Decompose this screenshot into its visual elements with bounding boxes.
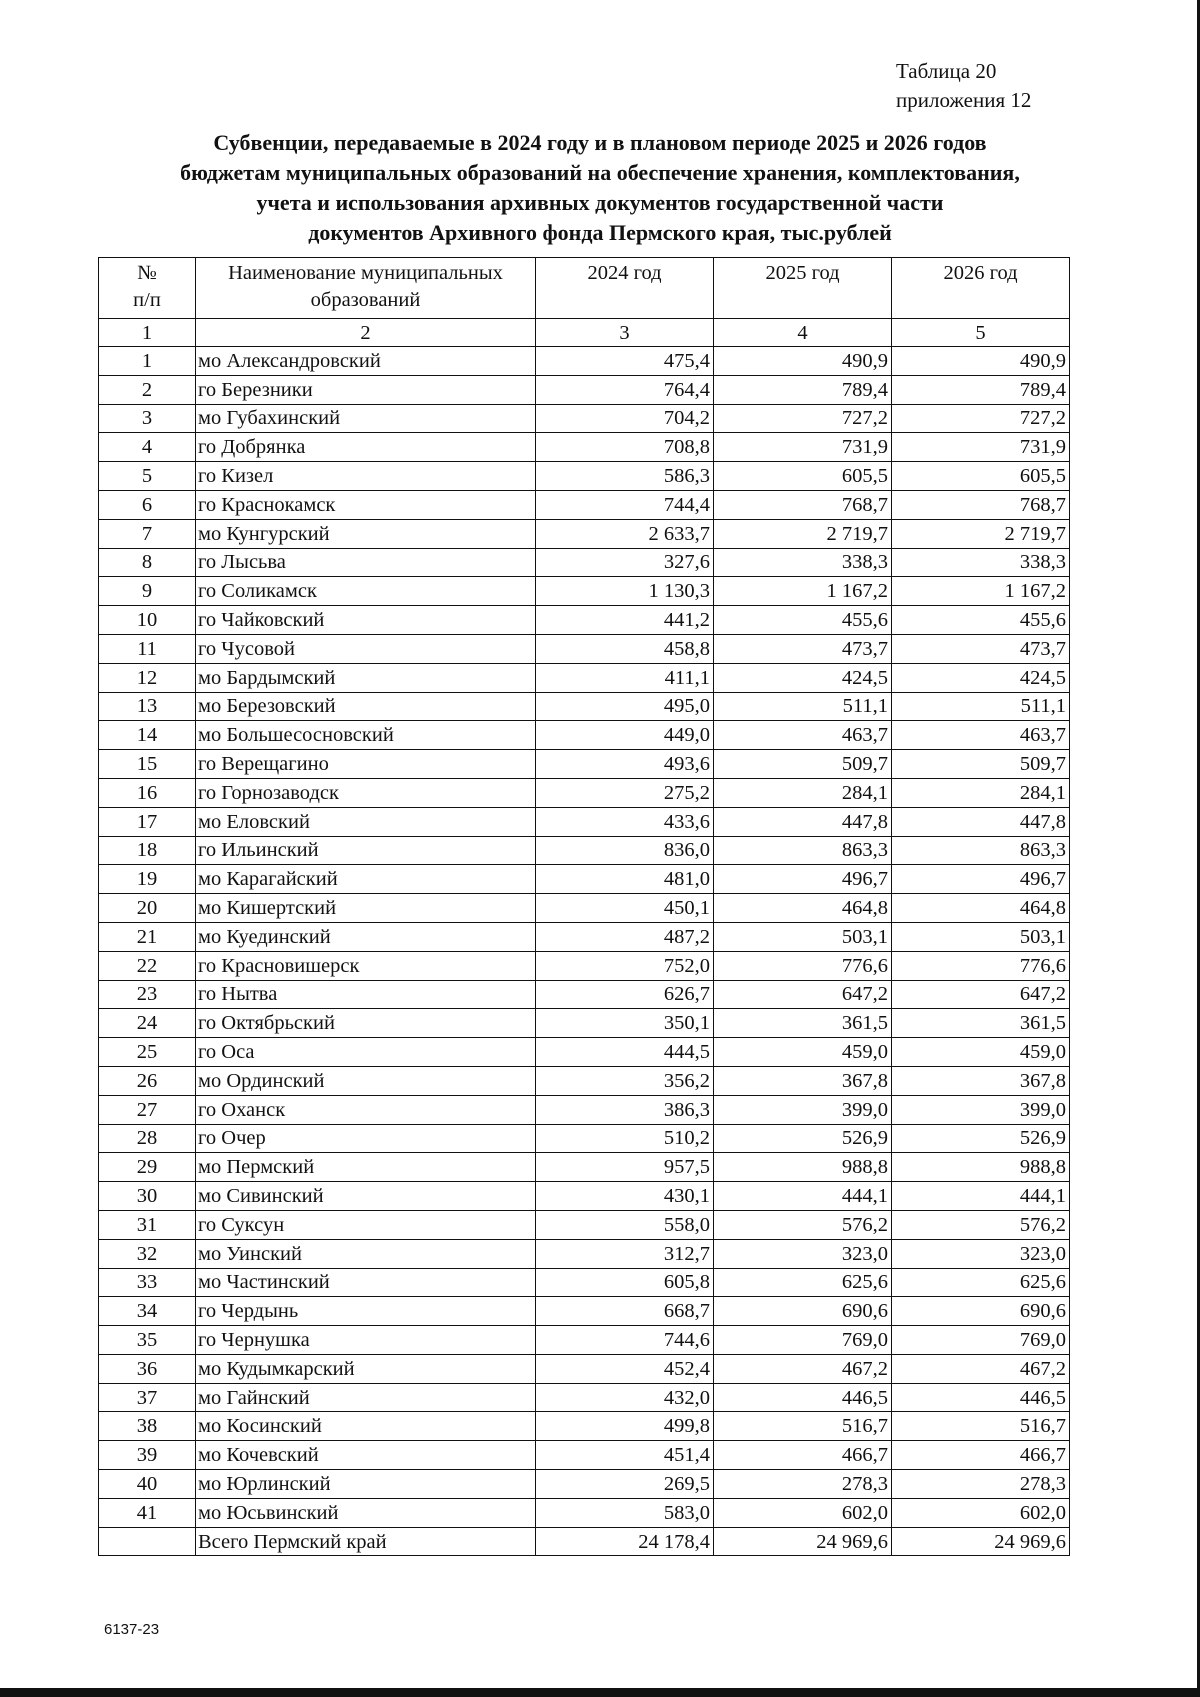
row-number: 4 <box>99 433 196 462</box>
value-2026: 444,1 <box>892 1182 1070 1211</box>
row-number: 14 <box>99 721 196 750</box>
table-row <box>99 865 1070 894</box>
row-number: 8 <box>99 548 196 577</box>
table-row <box>99 1124 1070 1153</box>
row-number: 30 <box>99 1182 196 1211</box>
value-2025: 509,7 <box>714 750 892 779</box>
row-number: 40 <box>99 1470 196 1499</box>
value-2026: 467,2 <box>892 1354 1070 1383</box>
municipality-name: мо Пермский <box>196 1153 536 1182</box>
value-2025: 361,5 <box>714 1009 892 1038</box>
value-2024: 386,3 <box>536 1095 714 1124</box>
municipality-name: го Очер <box>196 1124 536 1153</box>
value-2026: 511,1 <box>892 692 1070 721</box>
table-row <box>99 1066 1070 1095</box>
table-row <box>99 1498 1070 1527</box>
value-2025: 455,6 <box>714 606 892 635</box>
table-row <box>99 1412 1070 1441</box>
municipality-name: го Соликамск <box>196 577 536 606</box>
header-number <box>99 258 196 319</box>
table-row <box>99 1210 1070 1239</box>
value-2026: 447,8 <box>892 807 1070 836</box>
value-2025: 444,1 <box>714 1182 892 1211</box>
document-code: 6137-23 <box>104 1621 160 1638</box>
table-row <box>99 1153 1070 1182</box>
value-2025: 467,2 <box>714 1354 892 1383</box>
row-number: 13 <box>99 692 196 721</box>
table-number: Таблица 20 <box>896 59 997 83</box>
column-number: 2 <box>196 319 536 347</box>
row-number: 20 <box>99 894 196 923</box>
row-number: 36 <box>99 1354 196 1383</box>
value-2024: 836,0 <box>536 836 714 865</box>
value-2025: 473,7 <box>714 634 892 663</box>
value-2024: 668,7 <box>536 1297 714 1326</box>
value-2024: 475,4 <box>536 347 714 376</box>
value-2025: 526,9 <box>714 1124 892 1153</box>
table-row <box>99 922 1070 951</box>
table-row <box>99 490 1070 519</box>
municipality-name: го Чердынь <box>196 1297 536 1326</box>
table-row <box>99 1095 1070 1124</box>
value-2026: 1 167,2 <box>892 577 1070 606</box>
municipality-name: го Верещагино <box>196 750 536 779</box>
value-2024: 411,1 <box>536 663 714 692</box>
value-2026: 509,7 <box>892 750 1070 779</box>
value-2025: 647,2 <box>714 980 892 1009</box>
table-row <box>99 462 1070 491</box>
value-2025: 863,3 <box>714 836 892 865</box>
value-2025: 731,9 <box>714 433 892 462</box>
municipality-name: го Добрянка <box>196 433 536 462</box>
value-2026: 367,8 <box>892 1066 1070 1095</box>
value-2024: 499,8 <box>536 1412 714 1441</box>
value-2025: 459,0 <box>714 1038 892 1067</box>
header-2026: 2026 год <box>892 258 1070 319</box>
table-row <box>99 1441 1070 1470</box>
value-2026: 625,6 <box>892 1268 1070 1297</box>
value-2024: 605,8 <box>536 1268 714 1297</box>
row-number: 33 <box>99 1268 196 1297</box>
value-2026: 323,0 <box>892 1239 1070 1268</box>
row-number: 18 <box>99 836 196 865</box>
value-2025: 789,4 <box>714 375 892 404</box>
title-line: бюджетам муниципальных образований на обеспечение хранения, комплектования, <box>180 160 1020 185</box>
value-2026: 503,1 <box>892 922 1070 951</box>
row-number: 17 <box>99 807 196 836</box>
value-2025: 511,1 <box>714 692 892 721</box>
row-number: 1 <box>99 347 196 376</box>
value-2026: 496,7 <box>892 865 1070 894</box>
municipality-name: го Октябрьский <box>196 1009 536 1038</box>
row-number: 11 <box>99 634 196 663</box>
value-2025: 284,1 <box>714 778 892 807</box>
row-number: 28 <box>99 1124 196 1153</box>
table-header-row <box>99 258 1070 319</box>
row-number: 24 <box>99 1009 196 1038</box>
table-row <box>99 433 1070 462</box>
title-line: Субвенции, передаваемые в 2024 году и в плановом периоде 2025 и 2026 годов <box>213 130 987 155</box>
table-row <box>99 404 1070 433</box>
value-2026: 2 719,7 <box>892 519 1070 548</box>
value-2024: 583,0 <box>536 1498 714 1527</box>
value-2026: 490,9 <box>892 347 1070 376</box>
value-2025: 602,0 <box>714 1498 892 1527</box>
value-2026: 424,5 <box>892 663 1070 692</box>
value-2025: 447,8 <box>714 807 892 836</box>
header-2025: 2025 год <box>714 258 892 319</box>
value-2024: 487,2 <box>536 922 714 951</box>
row-number: 16 <box>99 778 196 807</box>
value-2024: 586,3 <box>536 462 714 491</box>
column-number-row <box>99 319 1070 347</box>
table-row <box>99 1239 1070 1268</box>
table-row <box>99 894 1070 923</box>
scan-edge-bottom <box>0 1688 1200 1697</box>
value-2025: 446,5 <box>714 1383 892 1412</box>
value-2026: 455,6 <box>892 606 1070 635</box>
table-row <box>99 347 1070 376</box>
municipality-name: мо Карагайский <box>196 865 536 894</box>
table-row <box>99 375 1070 404</box>
value-2024: 275,2 <box>536 778 714 807</box>
table-reference <box>896 57 1031 115</box>
column-number: 1 <box>99 319 196 347</box>
municipality-name: мо Куединский <box>196 922 536 951</box>
table-row <box>99 1182 1070 1211</box>
municipality-name: мо Кишертский <box>196 894 536 923</box>
value-2025: 496,7 <box>714 865 892 894</box>
municipality-name: мо Юрлинский <box>196 1470 536 1499</box>
table-row <box>99 577 1070 606</box>
value-2024: 450,1 <box>536 894 714 923</box>
document-title <box>90 128 1110 248</box>
value-2024: 744,4 <box>536 490 714 519</box>
value-2025: 24 969,6 <box>714 1527 892 1556</box>
table-row <box>99 1297 1070 1326</box>
value-2026: 516,7 <box>892 1412 1070 1441</box>
municipality-name: мо Кочевский <box>196 1441 536 1470</box>
value-2024: 481,0 <box>536 865 714 894</box>
value-2024: 430,1 <box>536 1182 714 1211</box>
municipality-name: го Чернушка <box>196 1326 536 1355</box>
header-name-line: образований <box>310 289 421 311</box>
municipality-name: мо Юсьвинский <box>196 1498 536 1527</box>
value-2026: 466,7 <box>892 1441 1070 1470</box>
subventions-table <box>98 257 1070 1556</box>
value-2024: 493,6 <box>536 750 714 779</box>
value-2024: 495,0 <box>536 692 714 721</box>
value-2026: 731,9 <box>892 433 1070 462</box>
table-row <box>99 634 1070 663</box>
value-2024: 449,0 <box>536 721 714 750</box>
value-2026: 863,3 <box>892 836 1070 865</box>
value-2026: 789,4 <box>892 375 1070 404</box>
row-number: 21 <box>99 922 196 951</box>
value-2025: 466,7 <box>714 1441 892 1470</box>
value-2025: 776,6 <box>714 951 892 980</box>
value-2024: 2 633,7 <box>536 519 714 548</box>
value-2026: 338,3 <box>892 548 1070 577</box>
row-number: 5 <box>99 462 196 491</box>
value-2026: 473,7 <box>892 634 1070 663</box>
municipality-name: мо Березовский <box>196 692 536 721</box>
row-number <box>99 1527 196 1556</box>
table-row <box>99 807 1070 836</box>
value-2026: 459,0 <box>892 1038 1070 1067</box>
title-line: учета и использования архивных документов государственной части <box>256 190 944 215</box>
municipality-name: го Лысьва <box>196 548 536 577</box>
table-row <box>99 721 1070 750</box>
row-number: 37 <box>99 1383 196 1412</box>
municipality-name: мо Сивинский <box>196 1182 536 1211</box>
table-body <box>99 258 1070 1556</box>
municipality-name: мо Косинский <box>196 1412 536 1441</box>
value-2024: 356,2 <box>536 1066 714 1095</box>
row-number: 35 <box>99 1326 196 1355</box>
value-2025: 625,6 <box>714 1268 892 1297</box>
value-2024: 744,6 <box>536 1326 714 1355</box>
row-number: 27 <box>99 1095 196 1124</box>
row-number: 38 <box>99 1412 196 1441</box>
value-2025: 605,5 <box>714 462 892 491</box>
row-number: 31 <box>99 1210 196 1239</box>
row-number: 39 <box>99 1441 196 1470</box>
municipality-name: мо Частинский <box>196 1268 536 1297</box>
row-number: 23 <box>99 980 196 1009</box>
municipality-name: мо Уинский <box>196 1239 536 1268</box>
row-number: 22 <box>99 951 196 980</box>
value-2024: 626,7 <box>536 980 714 1009</box>
table-row <box>99 663 1070 692</box>
municipality-name: го Чусовой <box>196 634 536 663</box>
value-2026: 602,0 <box>892 1498 1070 1527</box>
value-2026: 463,7 <box>892 721 1070 750</box>
municipality-name: мо Губахинский <box>196 404 536 433</box>
row-number: 19 <box>99 865 196 894</box>
row-number: 12 <box>99 663 196 692</box>
value-2025: 464,8 <box>714 894 892 923</box>
table-row <box>99 1470 1070 1499</box>
row-number: 15 <box>99 750 196 779</box>
value-2026: 769,0 <box>892 1326 1070 1355</box>
table-row <box>99 836 1070 865</box>
value-2025: 338,3 <box>714 548 892 577</box>
table-row <box>99 519 1070 548</box>
value-2025: 576,2 <box>714 1210 892 1239</box>
value-2026: 690,6 <box>892 1297 1070 1326</box>
header-name-line: Наименование муниципальных <box>228 262 503 284</box>
value-2024: 451,4 <box>536 1441 714 1470</box>
table-row <box>99 1354 1070 1383</box>
value-2025: 463,7 <box>714 721 892 750</box>
municipality-name: го Суксун <box>196 1210 536 1239</box>
municipality-name: мо Бардымский <box>196 663 536 692</box>
value-2026: 361,5 <box>892 1009 1070 1038</box>
value-2024: 441,2 <box>536 606 714 635</box>
value-2024: 704,2 <box>536 404 714 433</box>
value-2024: 957,5 <box>536 1153 714 1182</box>
value-2026: 526,9 <box>892 1124 1070 1153</box>
value-2025: 988,8 <box>714 1153 892 1182</box>
column-number: 4 <box>714 319 892 347</box>
value-2025: 323,0 <box>714 1239 892 1268</box>
column-number: 3 <box>536 319 714 347</box>
row-number: 41 <box>99 1498 196 1527</box>
value-2026: 278,3 <box>892 1470 1070 1499</box>
value-2024: 432,0 <box>536 1383 714 1412</box>
value-2026: 988,8 <box>892 1153 1070 1182</box>
municipality-name: го Оса <box>196 1038 536 1067</box>
row-number: 26 <box>99 1066 196 1095</box>
municipality-name: мо Кунгурский <box>196 519 536 548</box>
value-2024: 764,4 <box>536 375 714 404</box>
total-row <box>99 1527 1070 1556</box>
value-2024: 1 130,3 <box>536 577 714 606</box>
row-number: 34 <box>99 1297 196 1326</box>
municipality-name: го Горнозаводск <box>196 778 536 807</box>
table-row <box>99 750 1070 779</box>
value-2025: 516,7 <box>714 1412 892 1441</box>
column-number: 5 <box>892 319 1070 347</box>
row-number: 10 <box>99 606 196 635</box>
municipality-name: мо Большесосновский <box>196 721 536 750</box>
value-2026: 464,8 <box>892 894 1070 923</box>
value-2025: 727,2 <box>714 404 892 433</box>
value-2025: 768,7 <box>714 490 892 519</box>
table-row <box>99 778 1070 807</box>
value-2026: 768,7 <box>892 490 1070 519</box>
value-2026: 446,5 <box>892 1383 1070 1412</box>
municipality-name: го Оханск <box>196 1095 536 1124</box>
value-2026: 24 969,6 <box>892 1527 1070 1556</box>
title-line: документов Архивного фонда Пермского края, тыс.рублей <box>308 220 892 245</box>
value-2024: 24 178,4 <box>536 1527 714 1556</box>
value-2024: 350,1 <box>536 1009 714 1038</box>
table-row <box>99 980 1070 1009</box>
table-row <box>99 1268 1070 1297</box>
table-row <box>99 692 1070 721</box>
table-row <box>99 1383 1070 1412</box>
table-row <box>99 548 1070 577</box>
value-2026: 284,1 <box>892 778 1070 807</box>
value-2026: 647,2 <box>892 980 1070 1009</box>
municipality-name: го Березники <box>196 375 536 404</box>
header-number-symbol: № <box>137 262 157 284</box>
value-2025: 769,0 <box>714 1326 892 1355</box>
value-2024: 444,5 <box>536 1038 714 1067</box>
value-2025: 503,1 <box>714 922 892 951</box>
table-row <box>99 1038 1070 1067</box>
municipality-name: го Ильинский <box>196 836 536 865</box>
value-2025: 424,5 <box>714 663 892 692</box>
value-2024: 312,7 <box>536 1239 714 1268</box>
value-2026: 727,2 <box>892 404 1070 433</box>
value-2024: 510,2 <box>536 1124 714 1153</box>
municipality-name: мо Гайнский <box>196 1383 536 1412</box>
municipality-name: Всего Пермский край <box>196 1527 536 1556</box>
row-number: 2 <box>99 375 196 404</box>
value-2025: 1 167,2 <box>714 577 892 606</box>
value-2024: 269,5 <box>536 1470 714 1499</box>
value-2024: 752,0 <box>536 951 714 980</box>
municipality-name: мо Еловский <box>196 807 536 836</box>
row-number: 3 <box>99 404 196 433</box>
value-2026: 605,5 <box>892 462 1070 491</box>
municipality-name: мо Ординский <box>196 1066 536 1095</box>
row-number: 29 <box>99 1153 196 1182</box>
value-2024: 433,6 <box>536 807 714 836</box>
value-2025: 2 719,7 <box>714 519 892 548</box>
row-number: 7 <box>99 519 196 548</box>
value-2024: 708,8 <box>536 433 714 462</box>
value-2025: 367,8 <box>714 1066 892 1095</box>
table-row <box>99 1326 1070 1355</box>
municipality-name: го Краснокамск <box>196 490 536 519</box>
municipality-name: го Нытва <box>196 980 536 1009</box>
row-number: 6 <box>99 490 196 519</box>
value-2025: 490,9 <box>714 347 892 376</box>
value-2024: 452,4 <box>536 1354 714 1383</box>
value-2026: 399,0 <box>892 1095 1070 1124</box>
header-2024: 2024 год <box>536 258 714 319</box>
row-number: 25 <box>99 1038 196 1067</box>
row-number: 32 <box>99 1239 196 1268</box>
value-2024: 458,8 <box>536 634 714 663</box>
value-2025: 278,3 <box>714 1470 892 1499</box>
value-2026: 576,2 <box>892 1210 1070 1239</box>
table-row <box>99 951 1070 980</box>
row-number: 9 <box>99 577 196 606</box>
municipality-name: го Красновишерск <box>196 951 536 980</box>
table-row <box>99 1009 1070 1038</box>
table-row <box>99 606 1070 635</box>
value-2024: 558,0 <box>536 1210 714 1239</box>
header-number-abbrev: п/п <box>133 289 161 311</box>
appendix-number: приложения 12 <box>896 88 1032 112</box>
municipality-name: мо Александровский <box>196 347 536 376</box>
value-2025: 399,0 <box>714 1095 892 1124</box>
municipality-name: го Чайковский <box>196 606 536 635</box>
value-2026: 776,6 <box>892 951 1070 980</box>
municipality-name: мо Кудымкарский <box>196 1354 536 1383</box>
municipality-name: го Кизел <box>196 462 536 491</box>
value-2024: 327,6 <box>536 548 714 577</box>
header-name <box>196 258 536 319</box>
value-2025: 690,6 <box>714 1297 892 1326</box>
